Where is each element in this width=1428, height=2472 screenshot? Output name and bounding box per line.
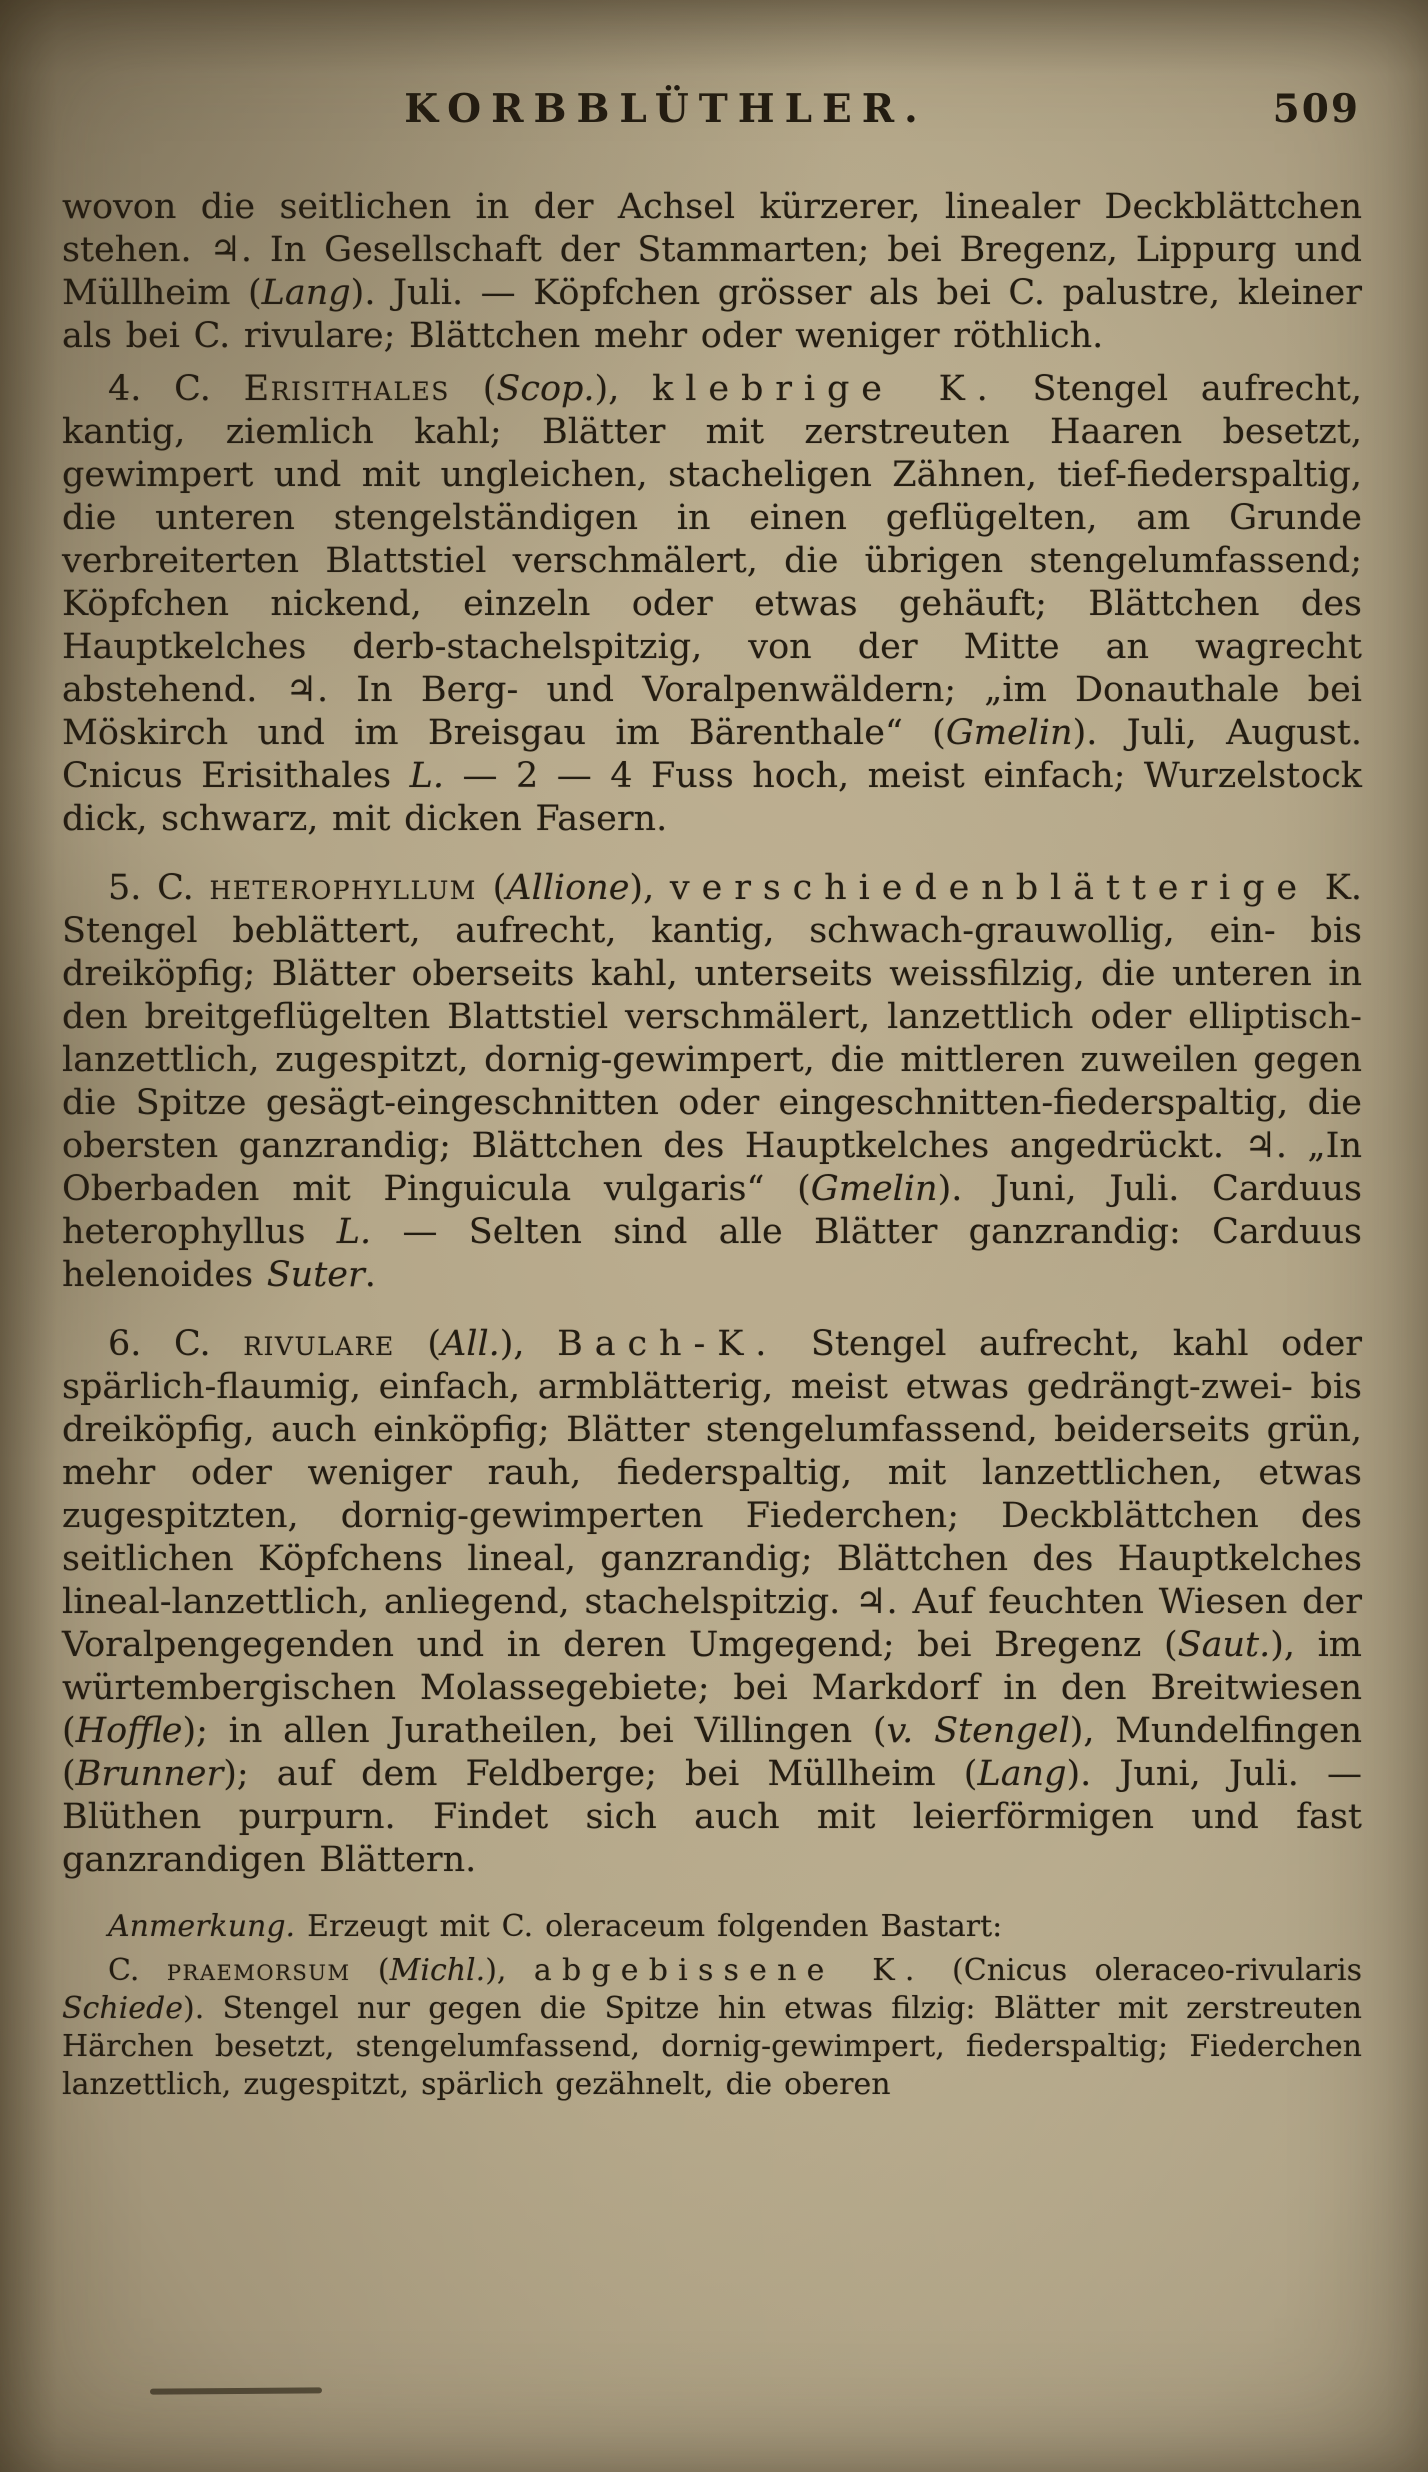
text-segment: Stengel aufrecht, kantig, ziemlich kahl; Blätter mit zerstreuten Haaren besetzt, gewimpert und mit ungleichen, stacheligen Zähnen, tief-fiederspaltig, die unteren stengelständigen in einen geflügelten, am Grunde verbreiterten Blattstiel verschmälert, die übrigen stengelumfassend; Köpfchen nickend, einzeln oder etwas gehäuft; Blättchen des Hauptkelches derb-stachelspitzig, von der Mitte an wagrecht abstehend. ♃. In Berg- und Voralpenwäldern; „im Donauthale bei Möskirch und im Breisgau im Bärenthale“ ( <box>62 369 1362 753</box>
text-segment: L. <box>336 1212 372 1252</box>
page-number: 509 <box>1272 86 1360 132</box>
text-segment: ). Juni, Juli. — Blüthen purpurn. Findet sich auch mit leierförmigen und fast ganzrandigen Blättern. <box>62 1754 1362 1880</box>
text-segment: . <box>364 1255 376 1295</box>
text-segment: Erisithales <box>243 369 450 409</box>
text-segment: Lang <box>261 273 351 313</box>
text-segment: All. <box>440 1324 500 1364</box>
text-segment: ), <box>499 1324 558 1364</box>
text-segment: ). Juli. — Köpfchen grösser als bei C. palustre, kleiner als bei C. rivulare; Blättchen mehr oder weniger röthlich. <box>62 273 1362 356</box>
paragraph <box>62 867 1362 1297</box>
text-segment: Michl. <box>389 1953 486 1988</box>
text-segment: ); auf dem Feldberge; bei Müllheim ( <box>223 1754 978 1794</box>
text-segment: — 2 — 4 Fuss hoch, meist einfach; Wurzelstock dick, schwarz, mit dicken Fasern. <box>62 756 1362 839</box>
text-segment: 6. C. <box>108 1324 244 1364</box>
text-segment: Stengel aufrecht, kahl oder spärlich-flaumig, einfach, armblätterig, meist etwas gedrängt-zwei- bis dreiköpfig, auch einköpfig; Blätter stengelumfassend, beiderseits grün, mehr oder weniger rauh, fiederspaltig, mit lanzettlichen, etwas zugespitzten, dornig-gewimperten Fiederchen; Deckblättchen des seitlichen Köpfchens lineal, ganzrandig; Blättchen des Hauptkelches lineal-lanzettlich, anliegend, stachelspitzig. ♃. Auf feuchten Wiesen der Voralpengegenden und in deren Umgegend; bei Bregenz ( <box>62 1324 1363 1665</box>
text-segment: ); in allen Juratheilen, bei Villingen ( <box>182 1711 887 1751</box>
text-segment: Gmelin <box>945 713 1073 753</box>
text-segment: ( <box>350 1953 390 1988</box>
text-segment: ( <box>449 369 497 409</box>
text-segment: Saut. <box>1177 1625 1271 1665</box>
page-header <box>62 86 1362 142</box>
text-segment: Lang <box>977 1754 1067 1794</box>
text-segment: C. <box>108 1953 167 1988</box>
text-segment: ), <box>485 1953 534 1988</box>
page-body <box>62 186 1362 2104</box>
text-segment: ), <box>594 369 653 409</box>
text-segment: heterophyllum <box>209 868 477 908</box>
text-segment: abgebissene K. <box>533 1953 925 1988</box>
paragraph <box>62 1952 1362 2104</box>
text-segment: ). Juni, Juli. Carduus heterophyllus <box>62 1169 1362 1252</box>
text-segment: Erzeugt mit C. oleraceum folgenden Bastart: <box>295 1909 1003 1944</box>
text-segment: rivulare <box>243 1324 395 1364</box>
text-segment: ( <box>476 868 507 908</box>
running-title: KORBBLÜTHLER. <box>404 86 928 132</box>
text-segment: wovon die seitlichen in der Achsel kürzerer, linealer Deckblättchen stehen. ♃. In Gesellschaft der Stammarten; bei Bregenz, Lippurg und Müllheim ( <box>62 187 1362 313</box>
paragraph <box>62 368 1362 841</box>
text-segment: ). Juli, August. Cnicus Erisithales <box>62 713 1362 796</box>
ink-mark <box>150 2387 322 2394</box>
text-segment: ), <box>629 868 670 908</box>
text-segment: — Selten sind alle Blätter ganzrandig: Carduus helenoides <box>62 1212 1362 1295</box>
text-segment: K. Stengel beblättert, aufrecht, kantig, schwach-grauwollig, ein- bis dreiköpfig; Blätter oberseits kahl, unterseits weissfilzig, die unteren in den breitgeflügelten Blattstiel verschmälert, lanzettlich oder elliptisch-lanzettlich, zugespitzt, dornig-gewimpert, die mittleren zuweilen gegen die Spitze gesägt-eingeschnitten oder eingeschnitten-fiederspaltig, die obersten ganzrandig; Blättchen des Hauptkelches angedrückt. ♃. „In Oberbaden mit Pinguicula vulgaris“ ( <box>62 868 1363 1209</box>
text-segment: Schiede <box>62 1991 183 2026</box>
text-segment: praemorsum <box>166 1953 351 1988</box>
text-segment: ), im würtembergischen Molassegebiete; bei Markdorf in den Breitwiesen ( <box>62 1625 1362 1751</box>
text-segment: Suter <box>266 1255 365 1295</box>
text-segment: Brunner <box>75 1754 224 1794</box>
text-segment: L. <box>409 756 444 796</box>
text-segment: ), Mundelfingen ( <box>62 1711 1363 1794</box>
text-segment: 5. C. <box>108 868 210 908</box>
paragraph <box>62 1908 1362 1946</box>
paragraph <box>62 186 1362 358</box>
text-segment: Allione <box>506 868 630 908</box>
text-segment: klebrige K. <box>652 369 1000 409</box>
text-segment: ). Stengel nur gegen die Spitze hin etwas filzig: Blätter mit zerstreuten Härchen besetzt, stengelumfassend, dornig-gewimpert, fiederspaltig; Fiederchen lanzettlich, zugespitzt, spärlich gezähnelt, die oberen <box>62 1991 1362 2102</box>
text-segment: Gmelin <box>810 1169 938 1209</box>
text-segment: 4. C. <box>108 369 244 409</box>
text-segment: Hoffle <box>75 1711 183 1751</box>
text-segment: (Cnicus oleraceo-rivularis <box>924 1953 1362 1988</box>
text-segment: ( <box>394 1324 441 1364</box>
text-segment: Bach-K. <box>557 1324 779 1364</box>
text-segment: verschiedenblätterige <box>669 868 1310 908</box>
text-segment: Scop. <box>496 369 595 409</box>
text-segment: Anmerkung. <box>108 1909 296 1944</box>
paragraph <box>62 1323 1362 1882</box>
text-segment: v. Stengel <box>886 1711 1070 1751</box>
